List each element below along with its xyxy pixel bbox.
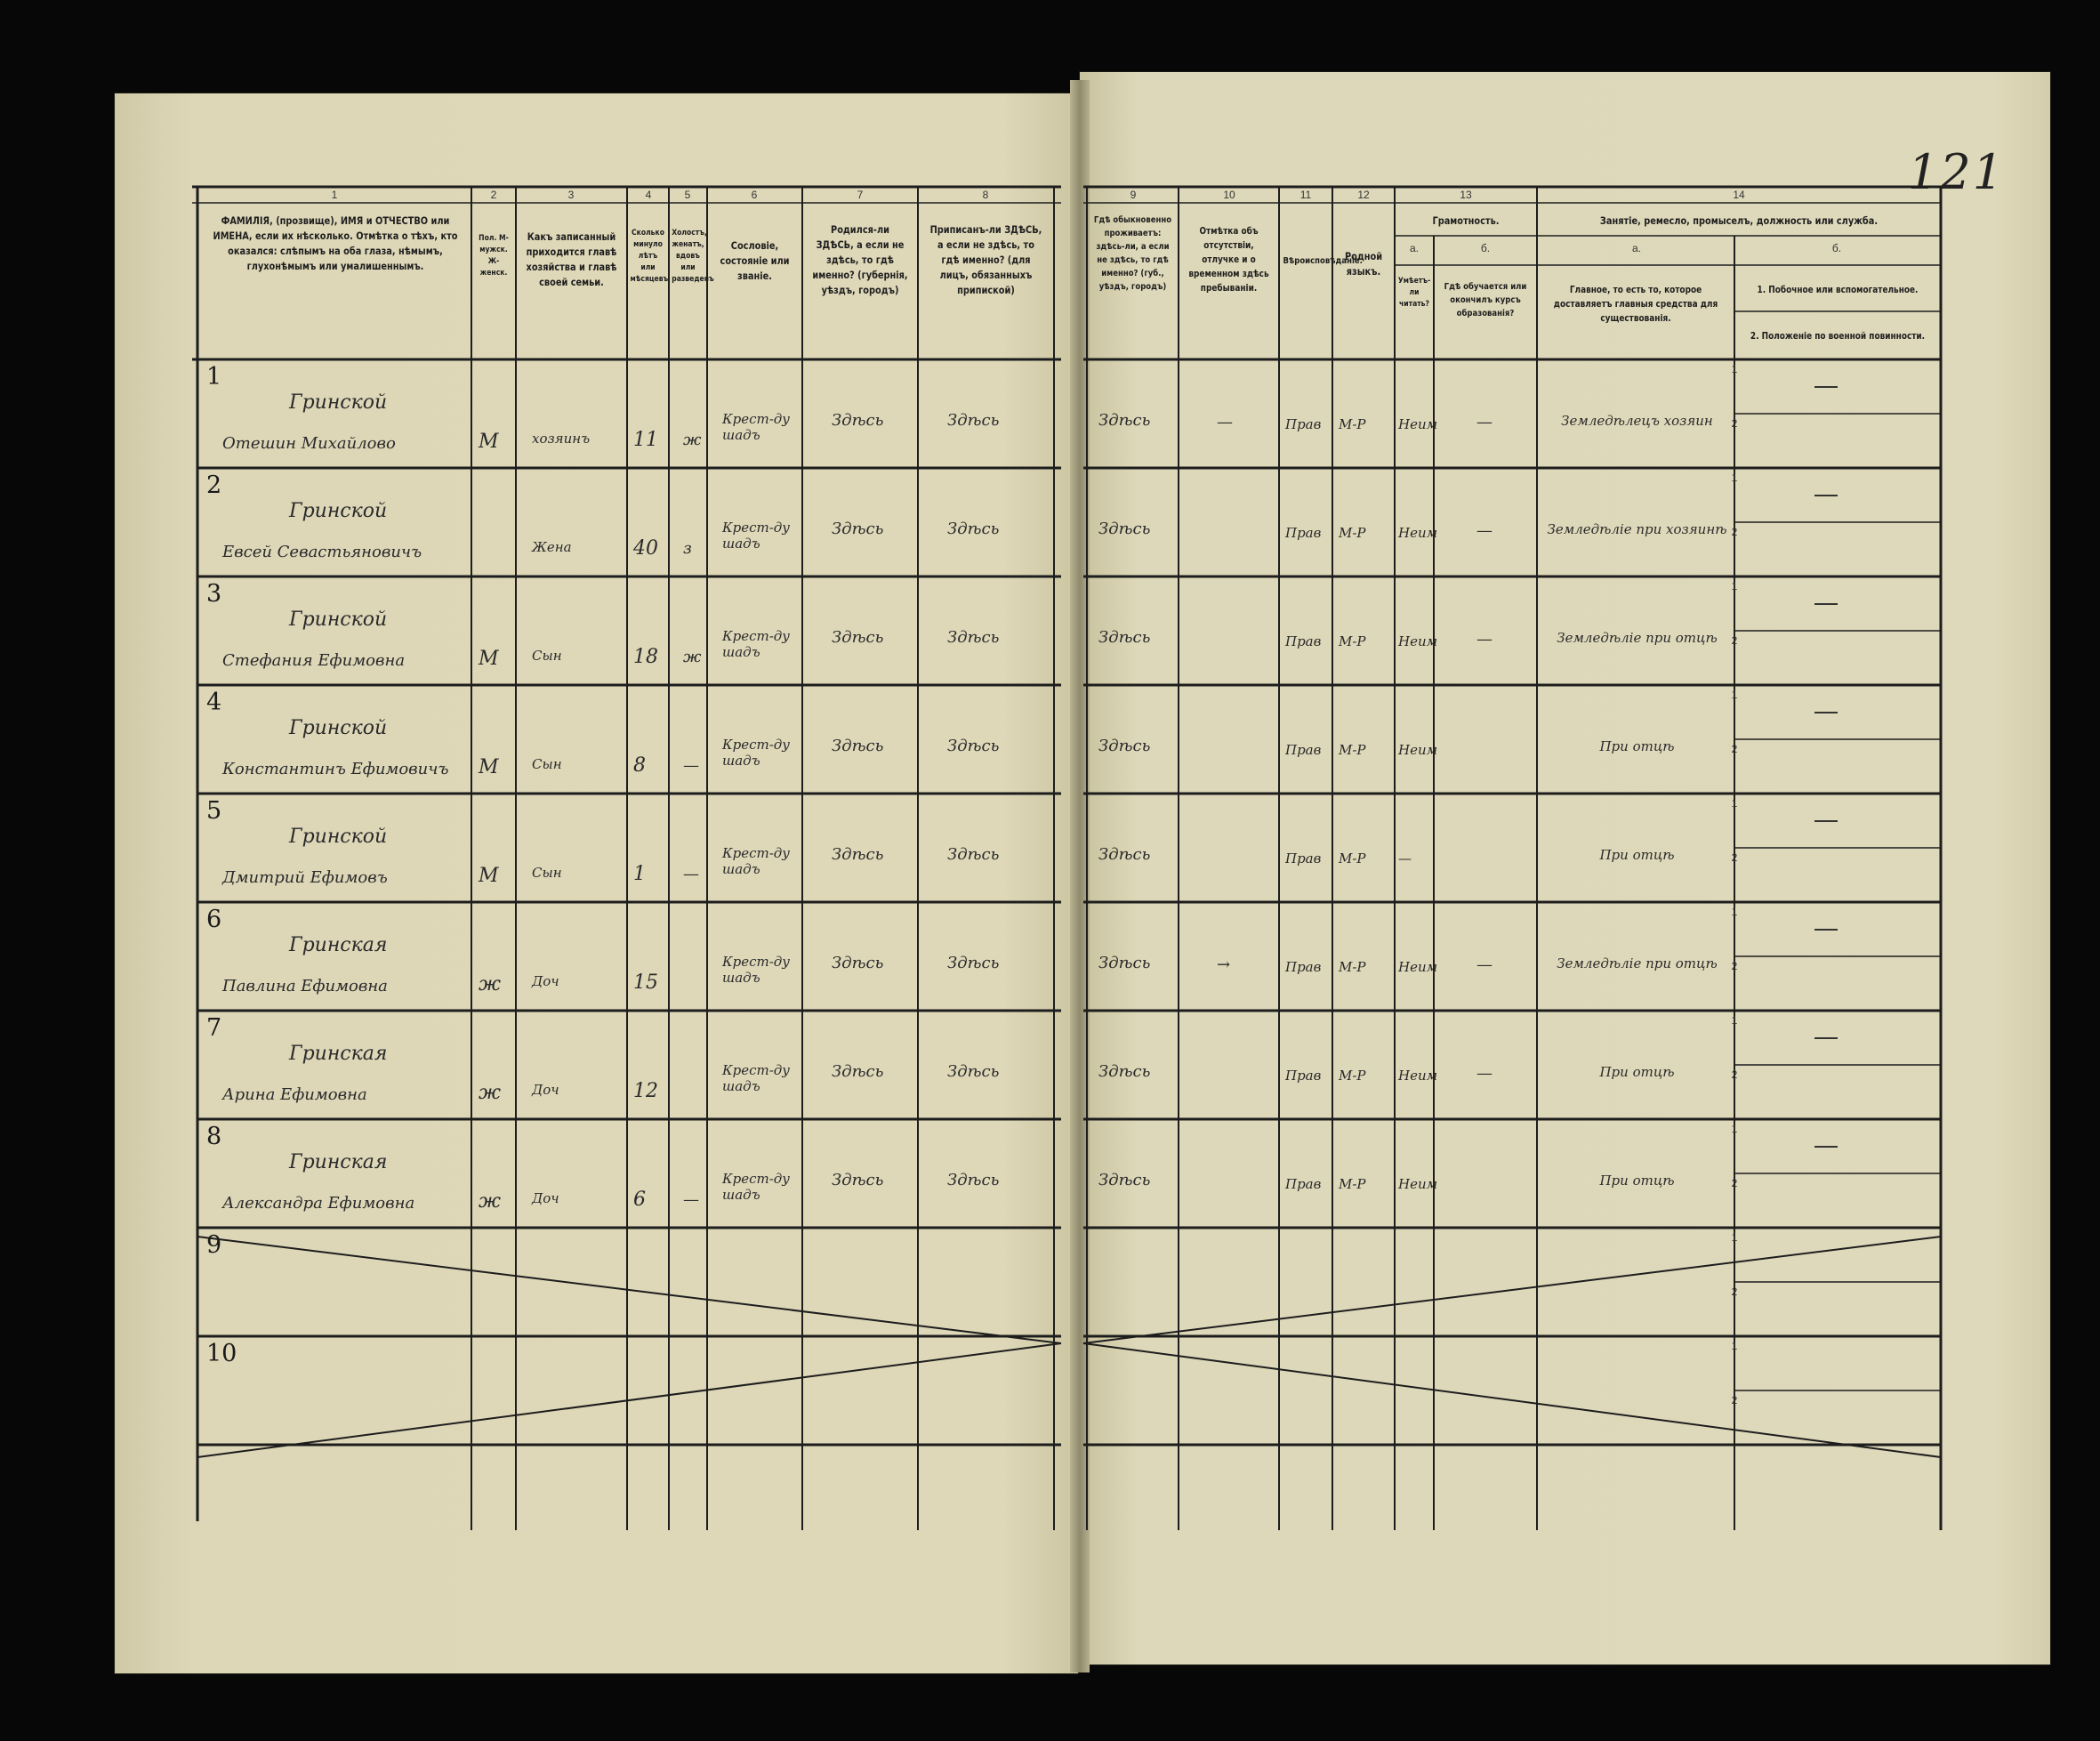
header-col4: Сколько минуло лѣтъ или мѣсяцевъ [630, 229, 669, 284]
age-cell: 40 [633, 537, 658, 560]
age-cell: 18 [633, 646, 658, 668]
dash-mark [1814, 929, 1838, 931]
dash-mark [1814, 386, 1838, 388]
dash-mark [1814, 1037, 1838, 1039]
age-cell: 8 [633, 754, 646, 777]
language-cell: М-Р [1339, 959, 1366, 975]
surname-cell: Гринской [289, 826, 388, 848]
literacy-cell: Неим [1398, 959, 1438, 975]
subrow-number: 2 [1731, 417, 1738, 430]
estate-cell: Крест-ду шадъ [722, 954, 790, 986]
sex-cell: М [479, 865, 499, 887]
subrow-number: 1 [1731, 689, 1738, 701]
age-cell: 12 [633, 1080, 658, 1102]
subrow-number: 1 [1731, 1231, 1738, 1244]
occupation-cell: При отцѣ [1599, 738, 1675, 754]
col-number: 13 [1460, 189, 1472, 201]
surname-cell: Гринская [289, 934, 388, 956]
estate-cell: Крест-ду шадъ [722, 845, 790, 877]
sex-cell: М [479, 431, 499, 453]
relation-cell: Жена [532, 539, 572, 555]
subrow-number: 2 [1731, 526, 1738, 538]
lives-cell: Здѣсь [1098, 628, 1151, 647]
header-col6: Сословіе, состояніе или званіе. [720, 239, 790, 282]
surname-cell: Гринская [289, 1043, 388, 1065]
col-number: 14 [1733, 189, 1745, 201]
dash-mark [1814, 603, 1838, 605]
relation-cell: Доч [532, 973, 559, 989]
header-col13: Грамотность. [1432, 214, 1500, 227]
col-number: 9 [1130, 189, 1137, 201]
col-number: 12 [1357, 189, 1370, 201]
col-number: б. [1831, 242, 1842, 254]
given-name-cell: Отешин Михайлово [222, 434, 396, 453]
registered-cell: Здѣсь [947, 628, 1000, 647]
registered-cell: Здѣсь [947, 411, 1000, 430]
religion-cell: Прав [1285, 416, 1322, 432]
language-cell: М-Р [1339, 416, 1366, 432]
literacy-cell: Неим [1398, 525, 1438, 541]
header-col2: Пол. М-мужск. Ж-женск. [479, 234, 509, 278]
surname-cell: Гринская [289, 1151, 388, 1173]
born-cell: Здѣсь [832, 1062, 884, 1081]
subrow-number: 1 [1731, 797, 1738, 810]
occupation-cell: При отцѣ [1599, 1064, 1675, 1080]
literacy-cell: Неим [1398, 633, 1438, 649]
religion-cell: Прав [1285, 525, 1322, 541]
registered-cell: Здѣсь [947, 845, 1000, 864]
estate-cell: Крест-ду шадъ [722, 1171, 790, 1203]
row-number: 3 [206, 580, 222, 608]
subrow-number: 1 [1731, 472, 1738, 484]
lives-cell: Здѣсь [1098, 411, 1151, 430]
row-number: 7 [206, 1014, 222, 1042]
subrow-number: 2 [1731, 1068, 1738, 1081]
education-cell: — [1476, 521, 1493, 540]
marital-cell: — [683, 756, 699, 775]
header-col14a: Главное, то есть то, которое доставляетъ главныя средства для существованія. [1553, 285, 1718, 324]
marital-cell: з [683, 539, 692, 558]
header-col9: Гдѣ обыкновенно проживаетъ: здѣсь-ли, а если не здѣсь, то гдѣ именно? (губ., уѣздъ, городъ) [1093, 215, 1172, 292]
subrow-number: 2 [1731, 960, 1738, 972]
subrow-number: 1 [1731, 1340, 1738, 1352]
occupation-cell: При отцѣ [1599, 1173, 1675, 1189]
subrow-number: 2 [1731, 634, 1738, 647]
language-cell: М-Р [1339, 742, 1366, 758]
lives-cell: Здѣсь [1098, 737, 1151, 755]
surname-cell: Гринской [289, 391, 388, 414]
lives-cell: Здѣсь [1098, 520, 1151, 538]
row-number: 6 [206, 906, 222, 933]
given-name-cell: Александра Ефимовна [222, 1194, 415, 1213]
header-col10: Отмѣтка объ отсутствіи, отлучке и о временном здѣсь пребываніи. [1188, 226, 1269, 294]
education-cell: — [1476, 955, 1493, 974]
education-cell: — [1476, 413, 1493, 431]
header-col5: Холостъ, женатъ, вдовъ или разведенъ [672, 229, 714, 284]
row-number: 1 [206, 363, 222, 391]
given-name-cell: Евсей Севастьяновичъ [222, 543, 422, 561]
registered-cell: Здѣсь [947, 1171, 1000, 1189]
literacy-cell: — [1398, 850, 1412, 866]
born-cell: Здѣсь [832, 628, 884, 647]
col-number: б. [1480, 242, 1491, 254]
page-number: 121 [1908, 144, 2006, 200]
marital-cell: ж [683, 431, 702, 449]
estate-cell: Крест-ду шадъ [722, 737, 790, 769]
col-number: 6 [751, 189, 758, 201]
subrow-number: 2 [1731, 1286, 1738, 1298]
born-cell: Здѣсь [832, 1171, 884, 1189]
given-name-cell: Дмитрий Ефимовъ [222, 868, 388, 887]
born-cell: Здѣсь [832, 411, 884, 430]
lives-cell: Здѣсь [1098, 845, 1151, 864]
language-cell: М-Р [1339, 633, 1366, 649]
language-cell: М-Р [1339, 525, 1366, 541]
header-col14b1: 1. Побочное или вспомогательное. [1757, 285, 1919, 295]
lives-cell: Здѣсь [1098, 1171, 1151, 1189]
occupation-cell: Земледѣліе при хозяинѣ [1547, 521, 1727, 537]
registered-cell: Здѣсь [947, 737, 1000, 755]
subrow-number: 2 [1731, 743, 1738, 755]
age-cell: 1 [633, 863, 646, 885]
sex-cell: ж [479, 1082, 502, 1104]
header-col1: ФАМИЛІЯ, (прозвище), ИМЯ и ОТЧЕСТВО или ИМЕНА, если их нѣсколько. Отмѣтка о тѣхъ, кто оказался: слѣпымъ на оба глаза, нѣмымъ, глухонѣмымъ или умалишеннымъ. [213, 214, 458, 272]
relation-cell: Сын [532, 865, 562, 881]
language-cell: М-Р [1339, 1068, 1366, 1084]
given-name-cell: Стефания Ефимовна [222, 651, 406, 670]
header-col14: Занятіе, ремесло, промыселъ, должность или служба. [1599, 214, 1879, 227]
col-number: 8 [982, 189, 989, 201]
subrow-number: 2 [1731, 1177, 1738, 1189]
religion-cell: Прав [1285, 742, 1322, 758]
literacy-cell: Неим [1398, 742, 1438, 758]
header-col11: Вѣроисповѣданіе. [1283, 256, 1363, 266]
row-number: 9 [206, 1231, 222, 1259]
col-number: 1 [331, 189, 338, 201]
sex-cell: М [479, 648, 499, 670]
col-number: 3 [567, 189, 575, 201]
registered-cell: Здѣсь [947, 1062, 1000, 1081]
religion-cell: Прав [1285, 959, 1322, 975]
surname-cell: Гринской [289, 609, 388, 631]
dash-mark [1814, 820, 1838, 822]
header-col3: Какъ записанный приходится главѣ хозяйства и главѣ своей семьи. [526, 230, 617, 288]
given-name-cell: Константинъ Ефимовичъ [222, 760, 449, 778]
sex-cell: М [479, 756, 499, 778]
col-number: 5 [684, 189, 691, 201]
religion-cell: Прав [1285, 633, 1322, 649]
estate-cell: Крест-ду шадъ [722, 628, 790, 660]
col-number: а. [1631, 242, 1641, 254]
born-cell: Здѣсь [832, 520, 884, 538]
occupation-cell: При отцѣ [1599, 847, 1675, 863]
row-number: 10 [206, 1340, 237, 1367]
registered-cell: Здѣсь [947, 954, 1000, 972]
header-col13a: Умѣетъ-ли читать? [1397, 277, 1431, 309]
header-col14b2: 2. Положеніе по военной повинности. [1750, 331, 1926, 342]
col-number: 10 [1223, 189, 1235, 201]
subrow-number: 1 [1731, 1014, 1738, 1027]
col-number: 11 [1299, 189, 1312, 201]
religion-cell: Прав [1285, 850, 1322, 866]
occupation-cell: Земледѣліе при отцѣ [1557, 955, 1718, 971]
row-number: 5 [206, 797, 222, 825]
col-number: 2 [490, 189, 497, 201]
literacy-cell: Неим [1398, 1176, 1438, 1192]
born-cell: Здѣсь [832, 845, 884, 864]
age-cell: 11 [633, 429, 658, 451]
age-cell: 6 [633, 1189, 646, 1211]
header-col7: Родился-ли ЗДѢСЬ, а если не здѣсь, то гдѣ именно? (губернія, уѣздъ, городъ) [812, 223, 908, 296]
given-name-cell: Павлина Ефимовна [222, 977, 388, 995]
col-number: а. [1409, 242, 1419, 254]
literacy-cell: Неим [1398, 1068, 1438, 1084]
relation-cell: хозяинъ [532, 431, 591, 447]
marital-cell: — [683, 1190, 699, 1209]
estate-cell: Крест-ду шадъ [722, 411, 790, 443]
relation-cell: Сын [532, 648, 562, 664]
language-cell: М-Р [1339, 1176, 1366, 1192]
registered-cell: Здѣсь [947, 520, 1000, 538]
relation-cell: Доч [532, 1082, 559, 1098]
sex-cell: ж [479, 1190, 502, 1213]
absence-cell: → [1217, 955, 1231, 974]
given-name-cell: Арина Ефимовна [222, 1085, 367, 1104]
header-col13b: Гдѣ обучается или окончилъ курсъ образованія? [1444, 282, 1527, 318]
education-cell: — [1476, 1064, 1493, 1083]
subrow-number: 2 [1731, 1394, 1738, 1407]
col-number: 7 [857, 189, 864, 201]
born-cell: Здѣсь [832, 737, 884, 755]
subrow-number: 1 [1731, 580, 1738, 592]
sex-cell: ж [479, 973, 502, 995]
literacy-cell: Неим [1398, 416, 1438, 432]
estate-cell: Крест-ду шадъ [722, 520, 790, 552]
subrow-number: 1 [1731, 1123, 1738, 1135]
row-number: 4 [206, 689, 222, 716]
religion-cell: Прав [1285, 1068, 1322, 1084]
relation-cell: Сын [532, 756, 562, 772]
subrow-number: 2 [1731, 851, 1738, 864]
marital-cell: — [683, 865, 699, 883]
header-col8: Приписанъ-ли ЗДѢСЬ, а если не здѣсь, то гдѣ именно? (для лицъ, обязанныхъ припиской) [929, 223, 1042, 296]
dash-mark [1814, 712, 1838, 713]
dash-mark [1814, 495, 1838, 496]
occupation-cell: Земледѣлецъ хозяин [1561, 413, 1713, 429]
relation-cell: Доч [532, 1190, 559, 1206]
surname-cell: Гринской [289, 500, 388, 522]
header-col12: Родной языкъ. [1344, 250, 1383, 278]
subrow-number: 1 [1731, 906, 1738, 918]
row-number: 2 [206, 472, 222, 499]
absence-cell: — [1217, 413, 1233, 431]
col-number: 4 [645, 189, 652, 201]
religion-cell: Прав [1285, 1176, 1322, 1192]
dash-mark [1814, 1146, 1838, 1148]
marital-cell: ж [683, 648, 702, 666]
estate-cell: Крест-ду шадъ [722, 1062, 790, 1094]
education-cell: — [1476, 630, 1493, 649]
row-number: 8 [206, 1123, 222, 1150]
age-cell: 15 [633, 971, 658, 994]
language-cell: М-Р [1339, 850, 1366, 866]
surname-cell: Гринской [289, 717, 388, 739]
subrow-number: 1 [1731, 363, 1738, 375]
lives-cell: Здѣсь [1098, 1062, 1151, 1081]
occupation-cell: Земледѣліе при отцѣ [1557, 630, 1718, 646]
lives-cell: Здѣсь [1098, 954, 1151, 972]
born-cell: Здѣсь [832, 954, 884, 972]
